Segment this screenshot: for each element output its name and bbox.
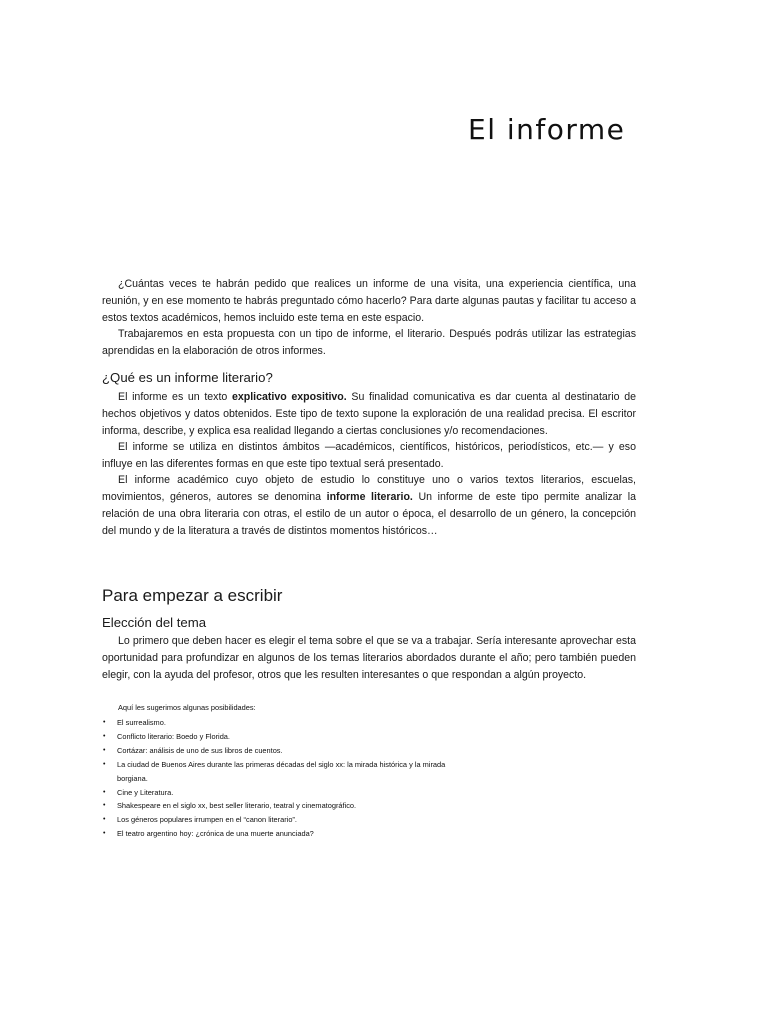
page-title: El informe [468, 113, 626, 146]
que-es-paragraph-3 [102, 472, 636, 540]
suggestions-list [102, 716, 562, 841]
list-item [102, 730, 562, 744]
section-heading-empezar: Para empezar a escribir [102, 586, 283, 605]
que-es-p1-text-end: Su finalidad comunicativa es dar cuenta al destinatario de hechos objetivos y datos obtenidos. Este tipo de texto supone la exploración de una realidad precisa. El escritor informa, describe, y explica esa realidad llegando a ciertas conclusiones y/o recomendaciones. [102, 391, 636, 438]
list-item-text: Cine y Literatura. [117, 787, 174, 797]
list-item-text: El teatro argentino hoy: ¿crónica de una muerte anunciada? [117, 829, 314, 839]
list-item-text: Conflicto literario: Boedo y Florida. [117, 731, 230, 741]
intro-paragraph-2: Trabajaremos en esta propuesta con un tipo de informe, el literario. Después podrás utilizar las estrategias aprendidas en la elaboración de otros informes. [102, 328, 636, 358]
list-item-text: Los géneros populares irrumpen en el “canon literario”. [117, 815, 297, 825]
list-item-text: La ciudad de Buenos Aires durante las primeras décadas del siglo xx: la mirada histórica y la mirada [117, 759, 446, 769]
que-es-paragraph-2: El informe se utiliza en distintos ámbitos —académicos, científicos, históricos, periodísticos, etc.— y eso influye en las diferentes formas en que este tipo textual será presentado. [102, 441, 636, 471]
bullet-icon: • [103, 816, 106, 824]
list-item [102, 799, 562, 813]
bullet-icon: • [103, 732, 106, 740]
bullet-icon: • [103, 802, 106, 810]
list-item [102, 744, 562, 758]
que-es-paragraph-1 [102, 389, 636, 440]
bullet-icon: • [103, 830, 106, 838]
que-es-p3-text-start: El informe académico cuyo objeto de estudio lo constituye uno o varios textos literarios, escuelas, movimientos, géneros, autores se denomina [102, 474, 636, 504]
bullet-icon: • [103, 788, 106, 796]
intro-paragraph-1: ¿Cuántas veces te habrán pedido que realices un informe de una visita, una experiencia científica, una reunión, y en ese momento te habrás preguntado cómo hacerlo? Para darte algunas pautas y facilitar tu acceso a estos textos académicos, hemos incluido este tema en este espacio. [102, 278, 636, 325]
list-item-text: Cortázar: análisis de uno de sus libros de cuentos. [117, 745, 283, 755]
list-item-text: Shakespeare en el siglo xx, best seller literario, teatral y cinematográfico. [117, 801, 357, 811]
list-item-text: El surrealismo. [117, 718, 166, 727]
que-es-p1-text-start: El informe es un texto [118, 391, 232, 403]
bullet-icon: • [103, 760, 106, 768]
list-item [102, 827, 562, 841]
que-es-p3-bold: informe literario. [326, 491, 413, 504]
list-item [102, 786, 562, 800]
eleccion-paragraph: Lo primero que deben hacer es elegir el tema sobre el que se va a trabajar. Sería interesante aprovechar esta oportunidad para profundizar en algunos de los temas literarios abordados durante el año; pero también pueden elegir, con la ayuda del profesor, otros que les resulten interesantes o que respondan a algún proyecto. [102, 635, 636, 682]
que-es-p1-bold: explicativo expositivo. [231, 391, 347, 403]
list-item [102, 813, 562, 827]
bullet-icon: • [103, 746, 106, 754]
suggestions-intro: Aquí les sugerimos algunas posibilidades: [118, 703, 256, 712]
suggestions-block [102, 702, 562, 841]
list-item-continuation: borgiana. [117, 773, 148, 783]
section-heading-que-es: ¿Qué es un informe literario? [102, 370, 273, 385]
bullet-icon: • [103, 719, 106, 726]
list-item [102, 716, 562, 730]
list-item [102, 758, 562, 786]
subheading-eleccion-tema: Elección del tema [102, 615, 207, 630]
que-es-p3-text-end: Un informe de este tipo permite analizar la relación de una obra literaria con otras, el estilo de un autor o época, el desarrollo de un género, la concepción del mundo y de la literatura a través de distintos momentos históricos… [102, 491, 636, 538]
